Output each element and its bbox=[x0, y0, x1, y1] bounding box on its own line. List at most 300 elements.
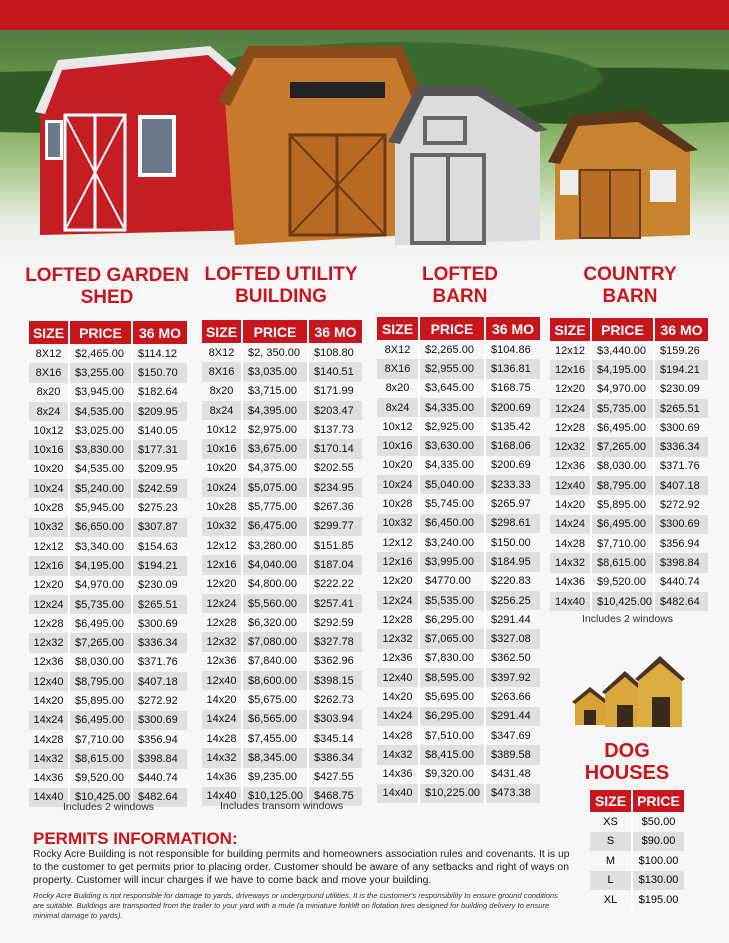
price-cell: $6,495.00 bbox=[591, 418, 654, 437]
size-cell: 8x20 bbox=[377, 379, 419, 398]
price-table-country-barn bbox=[550, 318, 708, 611]
table-header-row bbox=[550, 318, 708, 341]
price-cell: $3,280.00 bbox=[242, 536, 308, 555]
price-cell: $10,425.00 bbox=[591, 592, 654, 611]
monthly-cell: $371.76 bbox=[654, 457, 708, 476]
price-cell: $4,195.00 bbox=[69, 556, 132, 575]
size-cell: 12x12 bbox=[550, 341, 591, 360]
monthly-cell: $203.47 bbox=[308, 401, 362, 420]
price-cell: $5,075.00 bbox=[242, 478, 308, 497]
monthly-cell: $482.64 bbox=[132, 788, 187, 807]
title-line: BUILDING bbox=[235, 286, 327, 307]
dog-houses-picture bbox=[570, 655, 690, 735]
monthly-cell: $256.25 bbox=[485, 591, 540, 610]
table-row bbox=[29, 479, 187, 498]
table-row bbox=[550, 418, 708, 437]
permits-fine-print: Rocky Acre Building is not responsible for damage to yards, driveways or underground utilities. It is the customer's responsibility to ensure ground conditions are suitable. Buildings are transported from the trailer to your yard with a mule (a miniature forklift on flotation tires designed for building delivery to ensure minimal damage to yards). bbox=[33, 891, 558, 920]
price-cell: $7,265.00 bbox=[591, 437, 654, 456]
monthly-cell: $389.58 bbox=[485, 745, 540, 764]
table-row bbox=[29, 633, 187, 652]
price-cell: $8,415.00 bbox=[419, 745, 485, 764]
title-lofted-garden-shed bbox=[22, 265, 192, 309]
price-cell: $8,600.00 bbox=[242, 671, 308, 690]
size-cell: 14x28 bbox=[550, 534, 591, 553]
size-cell: 12x28 bbox=[550, 418, 591, 437]
size-cell: 12x32 bbox=[377, 629, 419, 648]
table-row bbox=[590, 851, 684, 871]
size-cell: M bbox=[590, 851, 632, 871]
table-row bbox=[550, 553, 708, 572]
monthly-cell: $336.34 bbox=[132, 633, 187, 652]
title-line: LOFTED GARDEN bbox=[25, 265, 189, 286]
monthly-cell: $230.09 bbox=[654, 380, 708, 399]
price-cell: $7,710.00 bbox=[69, 730, 132, 749]
monthly-cell: $468.75 bbox=[308, 787, 362, 806]
title-line: HOUSES bbox=[584, 762, 670, 784]
table-row bbox=[550, 476, 708, 495]
price-table-lofted-garden-shed bbox=[29, 321, 187, 807]
price-cell: $8,595.00 bbox=[419, 668, 485, 687]
table-row bbox=[377, 436, 540, 455]
table-header-row bbox=[29, 321, 187, 344]
table-row bbox=[590, 832, 684, 852]
table-row bbox=[377, 398, 540, 417]
title-dog-houses bbox=[582, 740, 672, 784]
table-row bbox=[377, 668, 540, 687]
monthly-cell: $300.69 bbox=[654, 418, 708, 437]
top-red-band bbox=[0, 0, 729, 30]
price-cell: $7,065.00 bbox=[419, 629, 485, 648]
monthly-cell: $154.63 bbox=[132, 537, 187, 556]
price-cell: $7,455.00 bbox=[242, 729, 308, 748]
size-cell: 14x24 bbox=[550, 515, 591, 534]
table-row bbox=[550, 573, 708, 592]
column-header: SIZE bbox=[202, 320, 242, 343]
table-row bbox=[202, 710, 362, 729]
table-row bbox=[29, 537, 187, 556]
monthly-cell: $440.74 bbox=[132, 769, 187, 788]
size-cell: 14x36 bbox=[29, 769, 69, 788]
table-row bbox=[377, 745, 540, 764]
monthly-cell: $209.95 bbox=[132, 460, 187, 479]
table-row bbox=[29, 556, 187, 575]
price-cell: $4770.00 bbox=[419, 572, 485, 591]
monthly-cell: $182.64 bbox=[132, 383, 187, 402]
size-cell: 14x20 bbox=[377, 687, 419, 706]
monthly-cell: $398.15 bbox=[308, 671, 362, 690]
size-cell: 8x20 bbox=[202, 382, 242, 401]
table-row bbox=[29, 421, 187, 440]
monthly-cell: $263.66 bbox=[485, 687, 540, 706]
monthly-cell: $151.85 bbox=[308, 536, 362, 555]
title-line: LOFTED bbox=[422, 264, 498, 285]
table-row bbox=[377, 456, 540, 475]
table-row bbox=[202, 652, 362, 671]
price-table-lofted-utility-building bbox=[202, 320, 362, 806]
price-cell: $195.00 bbox=[632, 890, 684, 910]
table-row bbox=[377, 765, 540, 784]
monthly-cell: $233.33 bbox=[485, 475, 540, 494]
utility-building-picture bbox=[218, 46, 426, 245]
monthly-cell: $327.08 bbox=[485, 629, 540, 648]
size-cell: 12x16 bbox=[550, 360, 591, 379]
price-cell: $10,225.00 bbox=[419, 784, 485, 803]
monthly-cell: $482.64 bbox=[654, 592, 708, 611]
price-cell: $7,830.00 bbox=[419, 649, 485, 668]
monthly-cell: $275.23 bbox=[132, 498, 187, 517]
hero-image bbox=[0, 30, 729, 265]
size-cell: 14x40 bbox=[29, 788, 69, 807]
price-cell: $7,840.00 bbox=[242, 652, 308, 671]
table-row bbox=[550, 399, 708, 418]
table-row bbox=[550, 515, 708, 534]
lofted-barn-picture bbox=[388, 85, 548, 245]
price-cell: $2,265.00 bbox=[419, 340, 485, 359]
price-cell: $6,450.00 bbox=[419, 514, 485, 533]
table-row bbox=[202, 613, 362, 632]
price-cell: $8,345.00 bbox=[242, 748, 308, 767]
size-cell: 12x12 bbox=[202, 536, 242, 555]
table-row bbox=[377, 340, 540, 359]
price-cell: $4,335.00 bbox=[419, 398, 485, 417]
table-row bbox=[377, 494, 540, 513]
price-cell: $8,030.00 bbox=[69, 653, 132, 672]
table-row bbox=[377, 359, 540, 378]
monthly-cell: $291.44 bbox=[485, 707, 540, 726]
size-cell: 10x28 bbox=[202, 497, 242, 516]
price-cell: $2,925.00 bbox=[419, 417, 485, 436]
table-row bbox=[550, 437, 708, 456]
size-cell: 10x16 bbox=[29, 440, 69, 459]
note-utility-building: Includes transom windows bbox=[220, 800, 344, 812]
size-cell: 12x40 bbox=[29, 672, 69, 691]
price-cell: $6,565.00 bbox=[242, 710, 308, 729]
column-header: 36 MO bbox=[654, 318, 708, 341]
monthly-cell: $371.76 bbox=[132, 653, 187, 672]
column-header: PRICE bbox=[591, 318, 654, 341]
size-cell: 10x28 bbox=[29, 498, 69, 517]
size-cell: 14x28 bbox=[202, 729, 242, 748]
table-row bbox=[377, 784, 540, 803]
size-cell: 14x28 bbox=[377, 726, 419, 745]
size-cell: XL bbox=[590, 890, 632, 910]
column-header: 36 MO bbox=[308, 320, 362, 343]
monthly-cell: $200.69 bbox=[485, 398, 540, 417]
monthly-cell: $427.55 bbox=[308, 768, 362, 787]
price-cell: $9,520.00 bbox=[591, 573, 654, 592]
table-row bbox=[590, 871, 684, 891]
price-cell: $4,375.00 bbox=[242, 459, 308, 478]
price-cell: $4,535.00 bbox=[69, 402, 132, 421]
table-row bbox=[590, 890, 684, 910]
table-row bbox=[550, 457, 708, 476]
table-row bbox=[29, 711, 187, 730]
column-header: SIZE bbox=[377, 317, 419, 340]
table-row bbox=[550, 534, 708, 553]
price-cell: $2,465.00 bbox=[69, 344, 132, 363]
monthly-cell: $347.69 bbox=[485, 726, 540, 745]
table-row bbox=[29, 383, 187, 402]
monthly-cell: $303.94 bbox=[308, 710, 362, 729]
column-header: 36 MO bbox=[132, 321, 187, 344]
price-cell: $3,995.00 bbox=[419, 552, 485, 571]
table-row bbox=[29, 363, 187, 382]
size-cell: 12x24 bbox=[29, 595, 69, 614]
price-cell: $90.00 bbox=[632, 832, 684, 852]
price-table-lofted-barn bbox=[377, 317, 540, 803]
column-header: SIZE bbox=[590, 790, 632, 812]
table-row bbox=[29, 749, 187, 768]
price-cell: $3,255.00 bbox=[69, 363, 132, 382]
table-row bbox=[202, 555, 362, 574]
size-cell: 10x20 bbox=[202, 459, 242, 478]
title-line: BARN bbox=[602, 286, 658, 307]
monthly-cell: $209.95 bbox=[132, 402, 187, 421]
size-cell: XS bbox=[590, 812, 632, 832]
size-cell: 14x32 bbox=[202, 748, 242, 767]
price-cell: $4,040.00 bbox=[242, 555, 308, 574]
table-row bbox=[202, 536, 362, 555]
size-cell: 12x28 bbox=[202, 613, 242, 632]
column-header: SIZE bbox=[550, 318, 591, 341]
column-header: PRICE bbox=[419, 317, 485, 340]
price-cell: $7,265.00 bbox=[69, 633, 132, 652]
price-cell: $4,195.00 bbox=[591, 360, 654, 379]
table-row bbox=[202, 748, 362, 767]
table-row bbox=[377, 649, 540, 668]
table-row bbox=[377, 552, 540, 571]
price-cell: $5,895.00 bbox=[591, 495, 654, 514]
size-cell: 8x24 bbox=[377, 398, 419, 417]
monthly-cell: $194.21 bbox=[132, 556, 187, 575]
table-row bbox=[202, 459, 362, 478]
size-cell: 10x20 bbox=[377, 456, 419, 475]
monthly-cell: $327.78 bbox=[308, 632, 362, 651]
table-row bbox=[202, 575, 362, 594]
price-cell: $3,630.00 bbox=[419, 436, 485, 455]
price-cell: $3,340.00 bbox=[69, 537, 132, 556]
size-cell: 12x24 bbox=[550, 399, 591, 418]
monthly-cell: $291.44 bbox=[485, 610, 540, 629]
table-row bbox=[377, 475, 540, 494]
table-row bbox=[377, 707, 540, 726]
size-cell: 14x20 bbox=[202, 690, 242, 709]
monthly-cell: $184.95 bbox=[485, 552, 540, 571]
monthly-cell: $140.51 bbox=[308, 362, 362, 381]
price-cell: $2, 350.00 bbox=[242, 343, 308, 362]
monthly-cell: $230.09 bbox=[132, 576, 187, 595]
table-row bbox=[590, 812, 684, 832]
table-row bbox=[377, 687, 540, 706]
monthly-cell: $168.75 bbox=[485, 379, 540, 398]
table-row bbox=[550, 360, 708, 379]
monthly-cell: $299.77 bbox=[308, 517, 362, 536]
price-cell: $6,295.00 bbox=[419, 610, 485, 629]
monthly-cell: $220.83 bbox=[485, 572, 540, 591]
size-cell: 10x28 bbox=[377, 494, 419, 513]
table-row bbox=[29, 653, 187, 672]
price-cell: $4,970.00 bbox=[591, 380, 654, 399]
price-cell: $3,645.00 bbox=[419, 379, 485, 398]
size-cell: 12x32 bbox=[550, 437, 591, 456]
table-row bbox=[29, 518, 187, 537]
monthly-cell: $177.31 bbox=[132, 440, 187, 459]
table-row bbox=[202, 439, 362, 458]
monthly-cell: $135.42 bbox=[485, 417, 540, 436]
size-cell: 10x16 bbox=[377, 436, 419, 455]
monthly-cell: $222.22 bbox=[308, 575, 362, 594]
monthly-cell: $300.69 bbox=[654, 515, 708, 534]
sheds-illustration bbox=[0, 30, 729, 265]
price-cell: $5,745.00 bbox=[419, 494, 485, 513]
table-row bbox=[377, 629, 540, 648]
monthly-cell: $440.74 bbox=[654, 573, 708, 592]
monthly-cell: $265.51 bbox=[132, 595, 187, 614]
size-cell: 8x24 bbox=[29, 402, 69, 421]
monthly-cell: $356.94 bbox=[654, 534, 708, 553]
price-cell: $6,295.00 bbox=[419, 707, 485, 726]
price-cell: $8,795.00 bbox=[591, 476, 654, 495]
size-cell: 14x40 bbox=[550, 592, 591, 611]
monthly-cell: $336.34 bbox=[654, 437, 708, 456]
size-cell: 14x36 bbox=[377, 765, 419, 784]
size-cell: 12x20 bbox=[550, 380, 591, 399]
price-cell: $3,025.00 bbox=[69, 421, 132, 440]
price-cell: $10,125.00 bbox=[242, 787, 308, 806]
table-row bbox=[377, 417, 540, 436]
table-row bbox=[202, 382, 362, 401]
monthly-cell: $345.14 bbox=[308, 729, 362, 748]
size-cell: 12x24 bbox=[202, 594, 242, 613]
monthly-cell: $298.61 bbox=[485, 514, 540, 533]
monthly-cell: $356.94 bbox=[132, 730, 187, 749]
monthly-cell: $292.59 bbox=[308, 613, 362, 632]
price-cell: $4,395.00 bbox=[242, 401, 308, 420]
column-header: 36 MO bbox=[485, 317, 540, 340]
table-row bbox=[202, 343, 362, 362]
monthly-cell: $137.73 bbox=[308, 420, 362, 439]
table-row bbox=[377, 572, 540, 591]
table-row bbox=[377, 726, 540, 745]
table-row bbox=[202, 478, 362, 497]
monthly-cell: $362.96 bbox=[308, 652, 362, 671]
title-line: LOFTED UTILITY bbox=[204, 264, 358, 285]
table-row bbox=[377, 514, 540, 533]
table-row bbox=[202, 594, 362, 613]
note-garden-shed: Includes 2 windows bbox=[63, 801, 155, 813]
table-row bbox=[550, 495, 708, 514]
table-row bbox=[29, 614, 187, 633]
price-cell: $2,975.00 bbox=[242, 420, 308, 439]
table-row bbox=[29, 440, 187, 459]
monthly-cell: $168.06 bbox=[485, 436, 540, 455]
size-cell: 8x20 bbox=[29, 383, 69, 402]
table-row bbox=[377, 533, 540, 552]
table-row bbox=[29, 672, 187, 691]
size-cell: 14x40 bbox=[377, 784, 419, 803]
size-cell: 8X12 bbox=[377, 340, 419, 359]
price-cell: $4,800.00 bbox=[242, 575, 308, 594]
table-row bbox=[550, 592, 708, 611]
table-row bbox=[202, 420, 362, 439]
price-cell: $3,715.00 bbox=[242, 382, 308, 401]
table-row bbox=[29, 576, 187, 595]
table-row bbox=[29, 769, 187, 788]
price-cell: $3,830.00 bbox=[69, 440, 132, 459]
title-lofted-barn bbox=[385, 264, 535, 308]
monthly-cell: $159.26 bbox=[654, 341, 708, 360]
table-row bbox=[202, 671, 362, 690]
permits-body: Rocky Acre Building is not responsible for building permits and homeowners association rules and covenants. It is up to the customer to get permits prior to placing order. Customer should be aware of any setbacks and right of ways on property. Customer will incur charges if we have to come back and move your building. bbox=[33, 849, 570, 886]
table-row bbox=[202, 362, 362, 381]
monthly-cell: $140.05 bbox=[132, 421, 187, 440]
note-country-barn: Includes 2 windows bbox=[582, 613, 674, 625]
size-cell: 12x20 bbox=[202, 575, 242, 594]
price-cell: $4,335.00 bbox=[419, 456, 485, 475]
monthly-cell: $108.80 bbox=[308, 343, 362, 362]
price-cell: $9,520.00 bbox=[69, 769, 132, 788]
size-cell: 14x20 bbox=[550, 495, 591, 514]
column-header: PRICE bbox=[242, 320, 308, 343]
size-cell: 10x32 bbox=[29, 518, 69, 537]
title-line: COUNTRY bbox=[583, 264, 677, 285]
size-cell: 14x32 bbox=[550, 553, 591, 572]
monthly-cell: $194.21 bbox=[654, 360, 708, 379]
price-cell: $5,895.00 bbox=[69, 691, 132, 710]
size-cell: 12x36 bbox=[550, 457, 591, 476]
permits-heading: PERMITS INFORMATION: bbox=[33, 829, 238, 848]
table-row bbox=[377, 591, 540, 610]
size-cell: 10x20 bbox=[29, 460, 69, 479]
table-row bbox=[202, 768, 362, 787]
size-cell: 14x24 bbox=[29, 711, 69, 730]
table-row bbox=[29, 460, 187, 479]
size-cell: 14x32 bbox=[29, 749, 69, 768]
price-cell: $5,560.00 bbox=[242, 594, 308, 613]
size-cell: 12x40 bbox=[202, 671, 242, 690]
size-cell: 14x24 bbox=[202, 710, 242, 729]
price-cell: $5,735.00 bbox=[69, 595, 132, 614]
table-header-row bbox=[377, 317, 540, 340]
monthly-cell: $267.36 bbox=[308, 497, 362, 516]
country-barn-picture bbox=[548, 110, 698, 240]
size-cell: 12x16 bbox=[377, 552, 419, 571]
price-cell: $6,495.00 bbox=[69, 614, 132, 633]
size-cell: 8X16 bbox=[202, 362, 242, 381]
size-cell: L bbox=[590, 871, 632, 891]
size-cell: 8x24 bbox=[202, 401, 242, 420]
monthly-cell: $136.81 bbox=[485, 359, 540, 378]
monthly-cell: $407.18 bbox=[654, 476, 708, 495]
table-row bbox=[202, 497, 362, 516]
size-cell: 12x20 bbox=[29, 576, 69, 595]
size-cell: 10x32 bbox=[377, 514, 419, 533]
size-cell: 14x40 bbox=[202, 787, 242, 806]
size-cell: 10x24 bbox=[29, 479, 69, 498]
price-cell: $100.00 bbox=[632, 851, 684, 871]
monthly-cell: $272.92 bbox=[654, 495, 708, 514]
price-cell: $5,675.00 bbox=[242, 690, 308, 709]
size-cell: 12x12 bbox=[29, 537, 69, 556]
monthly-cell: $262.73 bbox=[308, 690, 362, 709]
monthly-cell: $473.38 bbox=[485, 784, 540, 803]
price-cell: $8,795.00 bbox=[69, 672, 132, 691]
size-cell: 10x16 bbox=[202, 439, 242, 458]
size-cell: 10x24 bbox=[377, 475, 419, 494]
monthly-cell: $171.99 bbox=[308, 382, 362, 401]
table-row bbox=[202, 729, 362, 748]
monthly-cell: $257.41 bbox=[308, 594, 362, 613]
